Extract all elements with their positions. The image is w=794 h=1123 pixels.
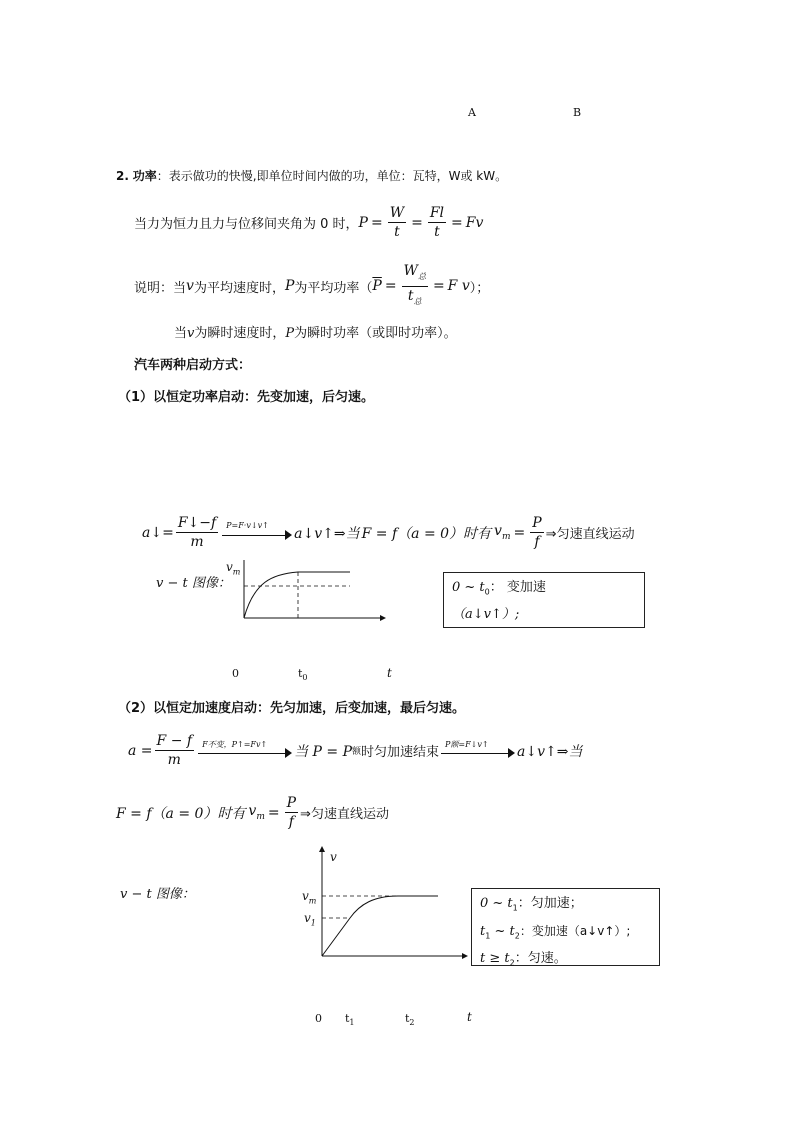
- avg-fv: F v: [447, 278, 470, 295]
- mode2-equation-1: [128, 732, 582, 769]
- avg-w: W: [403, 263, 418, 279]
- m2e2-vm-sub: m: [256, 811, 265, 822]
- frac-den-t: t: [394, 224, 400, 240]
- m1-fraction: [176, 514, 218, 551]
- m2-graph-label-text: v − t 图像：: [120, 887, 195, 902]
- mode1-vt-graph: [232, 552, 382, 622]
- m2-box-line2-a: t: [480, 923, 486, 939]
- m2-x-arrow: [462, 953, 468, 959]
- frac-den-t2: t: [434, 224, 440, 240]
- note-p: P: [284, 278, 295, 295]
- formula-eq2: =: [411, 214, 423, 231]
- m1-vm-label: [226, 560, 240, 576]
- section-description: ：表示做功的快慢,即单位时间内做的功，单位：瓦特，W或 kW。: [156, 169, 508, 183]
- m2-v1-sub: 1: [310, 918, 316, 928]
- formula-p: P: [358, 214, 368, 231]
- m2-box-line1: [480, 892, 651, 920]
- m1-vm-sub: m: [501, 531, 511, 542]
- m2-curve: [322, 896, 438, 956]
- inst-end: 为瞬时功率（或即时功率）。: [294, 326, 457, 341]
- m2-box-line1-sub: 1: [512, 903, 518, 913]
- m2-v-axis-label: v: [330, 850, 337, 864]
- m2-rhs: a↓v↑⇒当: [517, 743, 583, 760]
- fraction-w-t: [388, 204, 406, 241]
- m1-eq: =: [513, 524, 526, 541]
- fraction-w-total: [402, 262, 428, 311]
- formula-fv: Fv: [465, 214, 484, 231]
- label-a: A: [468, 106, 476, 119]
- m1-curve: [244, 572, 350, 618]
- m2-num: F − f: [156, 733, 193, 749]
- m2e2-p: P: [286, 795, 297, 811]
- mode2-note-box: [471, 888, 660, 966]
- m2e2-lhs: F = f（a = 0）时有: [116, 805, 246, 822]
- m2-arrow2-label: P额=F↓v↑: [445, 739, 489, 749]
- m2-v1-label: [304, 911, 316, 927]
- m1-rhs2: ⇒匀速直线运动: [545, 527, 635, 542]
- avg-t: t: [407, 287, 414, 304]
- m2-t1-text: t: [345, 1012, 350, 1025]
- m2e2-rhs: ⇒匀速直线运动: [300, 807, 389, 822]
- avg-t-sub: 总: [413, 296, 422, 306]
- frac-num-fl: Fl: [429, 205, 445, 221]
- m2-mid-sub: 额: [351, 747, 361, 757]
- m2-v1-text: v: [304, 911, 311, 925]
- note-instant-line: [174, 322, 457, 341]
- m1-arrow-label: P=F·v↓v↑: [226, 520, 269, 530]
- m1-cond: F = f（a = 0）时有: [361, 525, 492, 542]
- section-2-line: [116, 167, 507, 184]
- note-prefix: 说明：当: [134, 280, 187, 296]
- note-v: v: [186, 278, 194, 295]
- m1-lhs: a↓=: [142, 524, 174, 541]
- note-avg-close: ）；: [469, 280, 490, 296]
- inst-p: P: [285, 326, 295, 341]
- m1-vm-subtext: m: [232, 567, 241, 577]
- m1-arrow: [222, 520, 292, 541]
- m2-box-line2-b: ~ t: [490, 923, 515, 939]
- inst-v: v: [187, 326, 195, 341]
- m2-t1-sub: 1: [349, 1018, 355, 1028]
- formula-eq3: =: [451, 214, 463, 231]
- frac-num-w: W: [389, 205, 405, 221]
- m1-num: F↓−f: [177, 515, 217, 531]
- formula-eq1: =: [370, 214, 383, 231]
- m1-box-line1-end: ： 变加速: [489, 580, 546, 595]
- m2e2-f: f: [288, 814, 294, 830]
- m2-vm-sub: m: [308, 896, 317, 906]
- m1-box-line1-a: 0 ~ t: [452, 580, 485, 595]
- m1-box-line1: [452, 577, 636, 604]
- m2-arrow2: [441, 739, 515, 759]
- label-b: B: [573, 106, 582, 119]
- m2-box-line1-end: ：匀加速；: [517, 896, 583, 911]
- m2-box-line3-sub: 2: [509, 958, 515, 968]
- m2-box-line2: [480, 920, 651, 948]
- m2-t1: [345, 1012, 355, 1027]
- m2-x0: 0: [315, 1012, 322, 1025]
- m1-box-line1-sub: 0: [484, 587, 490, 597]
- note-avg-end: 为平均功率（: [294, 280, 373, 296]
- mode1-heading: （1）以恒定功率启动：先变加速，后匀速。: [118, 390, 375, 405]
- power-formula-line: [134, 204, 483, 241]
- avg-p: $\overline{P}$: [372, 278, 382, 295]
- m2-mid: 当 P = P: [294, 743, 352, 760]
- inst-mid: 为瞬时速度时，: [194, 326, 286, 341]
- m1-den: m: [190, 534, 204, 550]
- m2-den: m: [167, 752, 181, 768]
- fraction-fl-t: [428, 204, 446, 241]
- m1-x0: 0: [232, 667, 239, 680]
- section-title: 功率: [132, 169, 157, 183]
- m2-box-line2-end: ：变加速（a↓v↑）;: [519, 923, 631, 938]
- m2-box-line3: [480, 947, 651, 975]
- mode2-graph-label: [120, 883, 195, 902]
- inst-pre: 当: [174, 326, 188, 341]
- m2-lhs: a =: [128, 742, 153, 759]
- m1-t0-sub: 0: [302, 673, 308, 683]
- note-average-line: 说明：当 v 为平均速度时， P 为平均功率（ $\overline{P}$ = $\frac{W_总}{t_总}$ = F v ）；: [134, 262, 489, 311]
- m2-t2: [405, 1012, 415, 1027]
- m2-arrow1-label: F不变，P↑=Fv↑: [202, 739, 268, 749]
- mode1-equation: [142, 514, 635, 551]
- m2-mid2: 时匀加速结束: [361, 745, 440, 760]
- m2e2-eq: =: [267, 804, 280, 821]
- mode1-note-box: [443, 572, 645, 628]
- m2-t: t: [467, 1010, 472, 1024]
- mode2-equation-2: [116, 794, 389, 831]
- m1-p: P: [532, 515, 542, 531]
- m2-arrow1: [198, 739, 292, 759]
- m1-box-line2: [452, 604, 636, 626]
- mode2-vt-graph: [312, 848, 472, 958]
- m1-f: f: [534, 534, 540, 550]
- m1-box-line2-text: （a↓v↑）;: [452, 606, 520, 622]
- m1-graph-label-text: v − t 图像：: [156, 576, 231, 591]
- m2-fraction: [155, 732, 195, 769]
- m2-box-line1-a: 0 ~ t: [480, 896, 513, 911]
- m2-t2-text: t: [405, 1012, 410, 1025]
- mode1-graph-label: [156, 572, 231, 591]
- start-modes-title: 汽车两种启动方式：: [134, 358, 252, 373]
- section-number: 2.: [116, 169, 129, 183]
- m2-y-arrow: [319, 846, 325, 852]
- m2-t2-sub: 2: [409, 1018, 415, 1028]
- m2-box-line3-a: t ≥ t: [480, 951, 510, 967]
- m2-vm-text: v: [302, 889, 309, 903]
- m2-box-line2-b-sub: 2: [514, 931, 520, 941]
- m2e2-vm: v: [248, 803, 257, 820]
- mode2-heading: （2）以恒定加速度启动：先匀加速，后变加速，最后匀速。: [118, 701, 466, 716]
- m2-vm-label: [302, 889, 316, 905]
- m1-t: t: [387, 666, 392, 680]
- m1-rhs1: a↓v↑⇒当: [294, 525, 360, 542]
- m1-vm-text: v: [226, 560, 233, 574]
- m1-t0-text: t: [298, 667, 303, 680]
- m1-fraction-pf: [530, 514, 543, 551]
- m2e2-fraction: [285, 794, 298, 831]
- condition-text: 当力为恒力且力与位移间夹角为 0 时，: [134, 217, 359, 232]
- note-avg-mid: 为平均速度时，: [193, 280, 285, 296]
- m1-x-arrow: [380, 615, 386, 621]
- m1-t0: [298, 667, 308, 682]
- m1-vm: v: [494, 523, 502, 540]
- avg-w-sub: 总: [417, 271, 426, 281]
- m2-box-line2-a-sub: 1: [485, 931, 491, 941]
- m2-box-line3-end: ：匀速。: [514, 951, 567, 967]
